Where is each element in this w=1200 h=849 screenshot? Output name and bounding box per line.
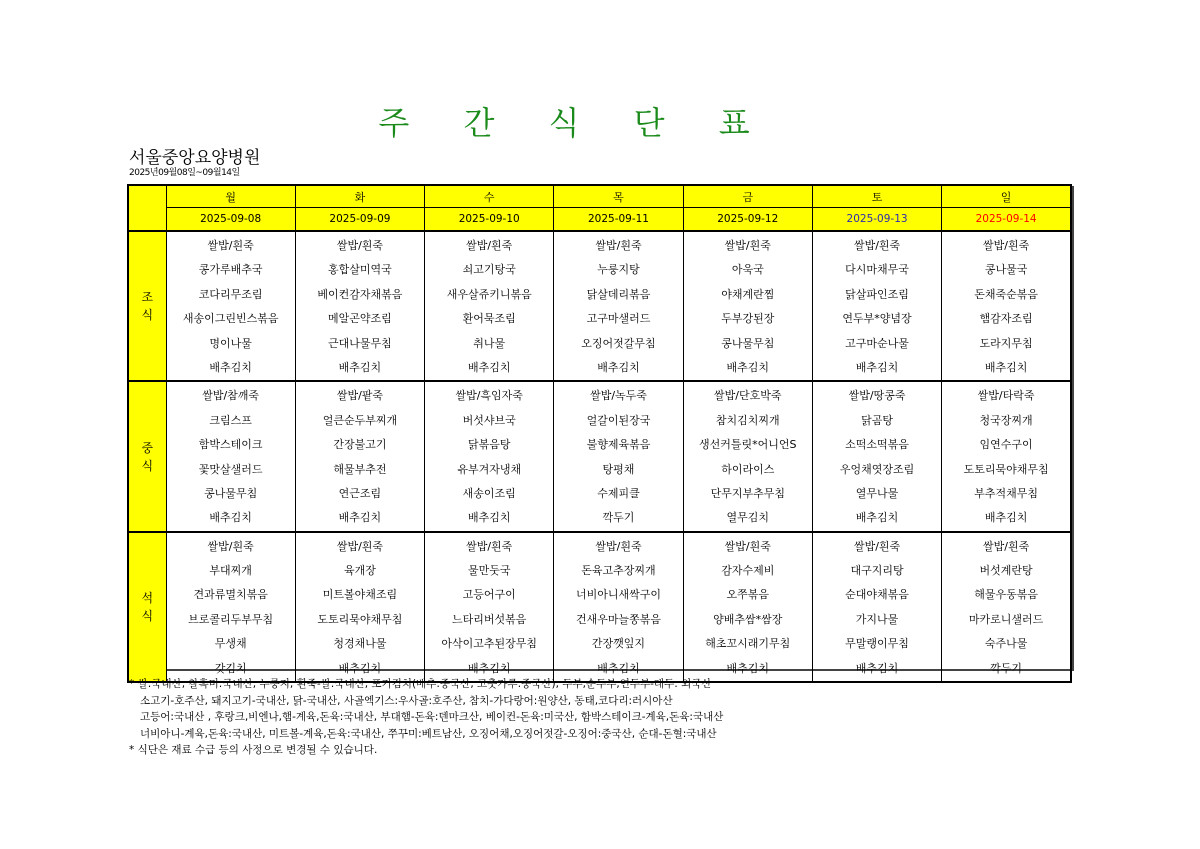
menu-item: 배추김치 xyxy=(726,360,770,374)
menu-item: 너비아니새싹구이 xyxy=(575,588,661,602)
menu-item: 함박스테이크 xyxy=(198,438,263,452)
menu-item: 근대나물무침 xyxy=(328,336,392,350)
day-header-row xyxy=(128,185,1071,208)
menu-item: 탕평채 xyxy=(602,462,635,476)
menu-item: 연두부*양념장 xyxy=(842,312,912,326)
menu-item: 우엉채엿장조림 xyxy=(839,462,915,476)
menu-item: 양배추쌈*쌈장 xyxy=(713,612,783,626)
menu-item: 육개장 xyxy=(343,564,376,578)
menu-item: 배추김치 xyxy=(984,511,1028,525)
menu-item: 감자수제비 xyxy=(721,564,775,578)
menu-item: 브로콜리두부무침 xyxy=(188,612,274,626)
menu-item: 깍두기 xyxy=(602,511,635,525)
meal-label-char: 석 xyxy=(141,590,154,605)
menu-item: 쌀밥/흰죽 xyxy=(853,539,901,553)
menu-item: 배추김치 xyxy=(338,661,382,675)
menu-item: 버섯샤브국 xyxy=(462,413,516,427)
menu-item: 야채계란찜 xyxy=(721,287,775,301)
menu-item: 새우살쥬키니볶음 xyxy=(446,287,532,301)
menu-item: 크림스프 xyxy=(209,413,252,427)
menu-item: 배추김치 xyxy=(984,360,1028,374)
menu-item: 쌀밥/흰죽 xyxy=(336,539,384,553)
menu-item: 숙주나물 xyxy=(984,637,1028,651)
menu-period: 2025년09월08일~09월14일 xyxy=(129,168,240,178)
date-mon: 2025-09-08 xyxy=(166,208,295,232)
menu-item: 배추김치 xyxy=(855,360,899,374)
menu-item: 콩나물무침 xyxy=(204,486,258,500)
menu-item: 베이컨감자채볶음 xyxy=(317,287,403,301)
breakfast-wed-cell xyxy=(425,231,554,381)
menu-item: 불향제육볶음 xyxy=(586,438,651,452)
menu-item: 닭볶음탕 xyxy=(467,438,511,452)
menu-item: 간장깻잎지 xyxy=(591,637,646,651)
menu-item: 명이나물 xyxy=(209,336,252,350)
date-wed: 2025-09-10 xyxy=(425,208,554,232)
footnote-origin-1: * 쌀:국내산, 찰흑미:국내산, 누룽지, 흰죽-쌀:국내산, 포기김치(배추:중국산, 고춧가루:중국산), 두부,순두부,연두부-대두: 외국산 xyxy=(129,678,712,690)
menu-item: 얼갈이된장국 xyxy=(586,413,651,427)
menu-item: 배추김치 xyxy=(209,511,252,525)
menu-item: 순대야채볶음 xyxy=(845,588,909,602)
menu-item: 배추김치 xyxy=(597,661,640,675)
menu-item: 쌀밥/흰죽 xyxy=(466,539,513,553)
menu-item: 연근조림 xyxy=(338,486,382,500)
menu-item: 쌀밥/흑임자죽 xyxy=(455,389,523,403)
lunch-label xyxy=(128,381,166,531)
breakfast-fri-cell xyxy=(683,231,812,381)
weekly-menu-table xyxy=(127,184,1072,683)
menu-item: 대구지리탕 xyxy=(850,564,904,578)
footnote-origin-4: 너비아니-계육,돈육:국내산, 미트볼-계육,돈육:국내산, 쭈꾸미:베트남산, 오징어채,오징어젓갈-오징어:중국산, 순대-돈혈:국내산 xyxy=(140,727,717,740)
menu-item: 다시마채무국 xyxy=(845,263,909,277)
menu-item: 고등어구이 xyxy=(462,588,516,602)
menu-item: 쌀밥/팥죽 xyxy=(336,389,384,403)
menu-item: 콩나물무침 xyxy=(721,336,775,350)
menu-item: 쌀밥/녹두죽 xyxy=(590,389,647,403)
footnote-origin-3: 고등어:국내산 , 후랑크,비엔나,햄-계육,돈육:국내산, 부대햄-돈육:덴마크산, 베이컨-돈육:미국산, 함박스테이크-계육,돈육:국내산 xyxy=(140,711,724,723)
menu-item: 쌀밥/흰죽 xyxy=(853,239,901,252)
menu-item: 아삭이고추된장무침 xyxy=(441,637,538,651)
lunch-section xyxy=(128,381,1071,531)
dinner-sun-cell xyxy=(942,532,1071,682)
menu-item: 쌀밥/흰죽 xyxy=(595,239,642,252)
menu-item: 햄감자조림 xyxy=(979,312,1033,326)
dinner-label xyxy=(128,532,166,682)
menu-item: 깍두기 xyxy=(990,661,1023,675)
breakfast-sun-cell xyxy=(942,231,1071,381)
menu-item: 배추김치 xyxy=(209,360,252,374)
date-sat: 2025-09-13 xyxy=(812,208,941,232)
dinner-wed-cell xyxy=(425,532,554,682)
menu-item: 쌀밥/흰죽 xyxy=(595,539,642,553)
day-header-tue: 화 xyxy=(295,185,424,208)
menu-item: 청경채나물 xyxy=(333,637,387,651)
menu-item: 가지나물 xyxy=(855,612,899,626)
menu-item: 미트볼야채조림 xyxy=(322,588,398,602)
meal-label-char: 조 xyxy=(141,290,154,305)
lunch-fri-cell xyxy=(683,381,812,531)
lunch-thu-cell xyxy=(554,381,683,531)
menu-item: 환어묵조림 xyxy=(462,312,516,326)
menu-item: 쌀밥/흰죽 xyxy=(724,239,771,252)
menu-item: 홍합살미역국 xyxy=(328,263,392,277)
date-thu: 2025-09-11 xyxy=(554,208,683,232)
menu-item: 쌀밥/타락죽 xyxy=(977,389,1035,403)
menu-item: 쌀밥/흰죽 xyxy=(982,539,1030,553)
menu-item: 쌀밥/흰죽 xyxy=(982,239,1030,252)
breakfast-tue-cell xyxy=(295,231,424,381)
dinner-mon-cell xyxy=(166,532,295,682)
menu-item: 열무김치 xyxy=(726,511,770,525)
menu-item: 도토리묵야채무침 xyxy=(317,612,403,626)
breakfast-thu-cell xyxy=(554,231,683,381)
date-tue: 2025-09-09 xyxy=(295,208,424,232)
menu-item: 콩나물국 xyxy=(984,263,1028,277)
menu-item: 배추김치 xyxy=(338,360,382,374)
menu-item: 오쭈볶음 xyxy=(726,588,770,602)
date-sun: 2025-09-14 xyxy=(942,208,1071,232)
menu-item: 갓김치 xyxy=(214,661,247,675)
menu-item: 쌀밥/단호박죽 xyxy=(714,389,782,403)
date-fri: 2025-09-12 xyxy=(683,208,812,232)
day-header-thu: 목 xyxy=(554,185,683,208)
day-header-mon: 월 xyxy=(166,185,295,208)
menu-item: 열무나물 xyxy=(855,486,899,500)
weekly-menu-table-wrapper xyxy=(127,184,1072,675)
menu-item: 해물우동볶음 xyxy=(974,588,1038,602)
menu-item: 수제피클 xyxy=(597,486,640,500)
menu-item: 느타리버섯볶음 xyxy=(452,612,527,626)
menu-item: 닭살데리볶음 xyxy=(586,287,651,301)
footnote-origin-2: 소고기-호주산, 돼지고기-국내산, 닭-국내산, 사골엑기스:우사골:호주산, 참치-가다랑어:원양산, 동태,코다리:러시아산 xyxy=(140,694,673,707)
breakfast-label xyxy=(128,231,166,381)
menu-item: 마카로니샐러드 xyxy=(968,612,1044,626)
breakfast-sat-cell xyxy=(812,231,941,381)
menu-item: 배추김치 xyxy=(726,661,770,675)
menu-item: 배추김치 xyxy=(338,511,382,525)
breakfast-section xyxy=(128,231,1071,381)
menu-item: 참치김치찌개 xyxy=(715,413,780,427)
menu-item: 배추김치 xyxy=(467,360,511,374)
day-header-sun: 일 xyxy=(942,185,1071,208)
menu-item: 생선커틀릿*어니언S xyxy=(699,438,797,452)
menu-item: 도토리묵야채무침 xyxy=(963,462,1049,476)
menu-item: 버섯계란탕 xyxy=(979,564,1033,578)
breakfast-row xyxy=(128,231,1071,381)
menu-item: 쌀밥/흰죽 xyxy=(336,239,384,252)
menu-item: 얼큰순두부찌개 xyxy=(322,413,398,427)
menu-item: 누룽지탕 xyxy=(597,263,640,277)
lunch-mon-cell xyxy=(166,381,295,531)
menu-item: 두부강된장 xyxy=(721,312,775,326)
menu-item: 무말랭이무침 xyxy=(845,637,909,651)
lunch-sat-cell xyxy=(812,381,941,531)
dinner-sat-cell xyxy=(812,532,941,682)
menu-item: 쌀밥/흰죽 xyxy=(466,239,513,252)
menu-item: 배추김치 xyxy=(855,511,899,525)
menu-item: 콩가루배추국 xyxy=(198,263,263,277)
menu-item: 무생채 xyxy=(214,637,247,651)
breakfast-mon-cell xyxy=(166,231,295,381)
menu-item: 해초꼬시래기무침 xyxy=(705,637,791,651)
menu-item: 쌀밥/땅콩죽 xyxy=(848,389,906,403)
menu-item: 돈채죽순볶음 xyxy=(974,287,1038,301)
menu-item: 배추김치 xyxy=(467,661,511,675)
menu-item: 취나물 xyxy=(473,336,506,350)
menu-item: 배추김치 xyxy=(597,360,640,374)
dinner-section xyxy=(128,532,1071,682)
menu-item: 해물부추전 xyxy=(333,462,387,476)
lunch-tue-cell xyxy=(295,381,424,531)
menu-item: 돈육고추장찌개 xyxy=(581,564,656,578)
day-header-fri: 금 xyxy=(683,185,812,208)
menu-item: 간장불고기 xyxy=(333,438,387,452)
page-title: 주 간 식 단 표 xyxy=(378,104,772,142)
dinner-thu-cell xyxy=(554,532,683,682)
menu-item: 하이라이스 xyxy=(721,462,775,476)
menu-item: 닭곰탕 xyxy=(861,413,893,427)
menu-item: 부추적채무침 xyxy=(974,486,1038,500)
date-header-row xyxy=(128,208,1071,232)
menu-item: 부대찌개 xyxy=(209,564,252,578)
menu-item: 닭살파인조림 xyxy=(845,287,909,301)
organization-name: 서울중앙요양병원 xyxy=(129,148,261,168)
menu-item: 견과류멸치볶음 xyxy=(193,588,268,602)
menu-item: 메알곤약조림 xyxy=(328,312,392,326)
day-header-wed: 수 xyxy=(425,185,554,208)
menu-item: 쌀밥/흰죽 xyxy=(207,539,254,553)
meal-label-char: 식 xyxy=(141,458,154,473)
menu-item: 쌀밥/흰죽 xyxy=(207,239,254,252)
meal-label-char: 식 xyxy=(141,608,154,623)
menu-item: 청국장찌개 xyxy=(979,413,1033,427)
lunch-sun-cell xyxy=(942,381,1071,531)
lunch-wed-cell xyxy=(425,381,554,531)
menu-item: 새송이조림 xyxy=(462,486,516,500)
menu-item: 아욱국 xyxy=(731,263,764,277)
meal-label-char: 식 xyxy=(141,308,154,323)
dinner-tue-cell xyxy=(295,532,424,682)
footnote-change-notice: * 식단은 재료 수급 등의 사정으로 변경될 수 있습니다. xyxy=(129,744,378,756)
menu-item: 새송이그린빈스볶음 xyxy=(182,312,279,326)
menu-item: 소떡소떡볶음 xyxy=(845,438,909,452)
menu-item: 꽃맛살샐러드 xyxy=(198,462,263,476)
lunch-row xyxy=(128,381,1071,531)
menu-item: 배추김치 xyxy=(467,511,511,525)
menu-item: 유부겨자냉채 xyxy=(457,462,522,476)
dinner-row xyxy=(128,532,1071,682)
menu-item: 단무지부추무침 xyxy=(710,486,785,500)
menu-item: 쌀밥/흰죽 xyxy=(724,539,771,553)
menu-item: 고구마순나물 xyxy=(845,336,909,350)
menu-item: 고구마샐러드 xyxy=(586,312,651,326)
day-header-sat: 토 xyxy=(812,185,941,208)
menu-item: 코다리무조림 xyxy=(198,287,263,301)
menu-item: 배추김치 xyxy=(855,661,899,675)
menu-item: 도라지무침 xyxy=(979,336,1033,350)
menu-item: 쇠고기탕국 xyxy=(462,263,516,277)
dinner-fri-cell xyxy=(683,532,812,682)
menu-item: 물만둣국 xyxy=(467,564,511,578)
corner-cell xyxy=(128,185,166,231)
meal-label-char: 중 xyxy=(141,440,154,455)
menu-item: 오징어젓갈무침 xyxy=(581,336,656,350)
menu-item: 건새우마늘쫑볶음 xyxy=(575,612,661,626)
footnotes xyxy=(129,676,723,759)
menu-item: 임연수구이 xyxy=(979,438,1033,452)
menu-item: 쌀밥/참깨죽 xyxy=(202,389,260,403)
